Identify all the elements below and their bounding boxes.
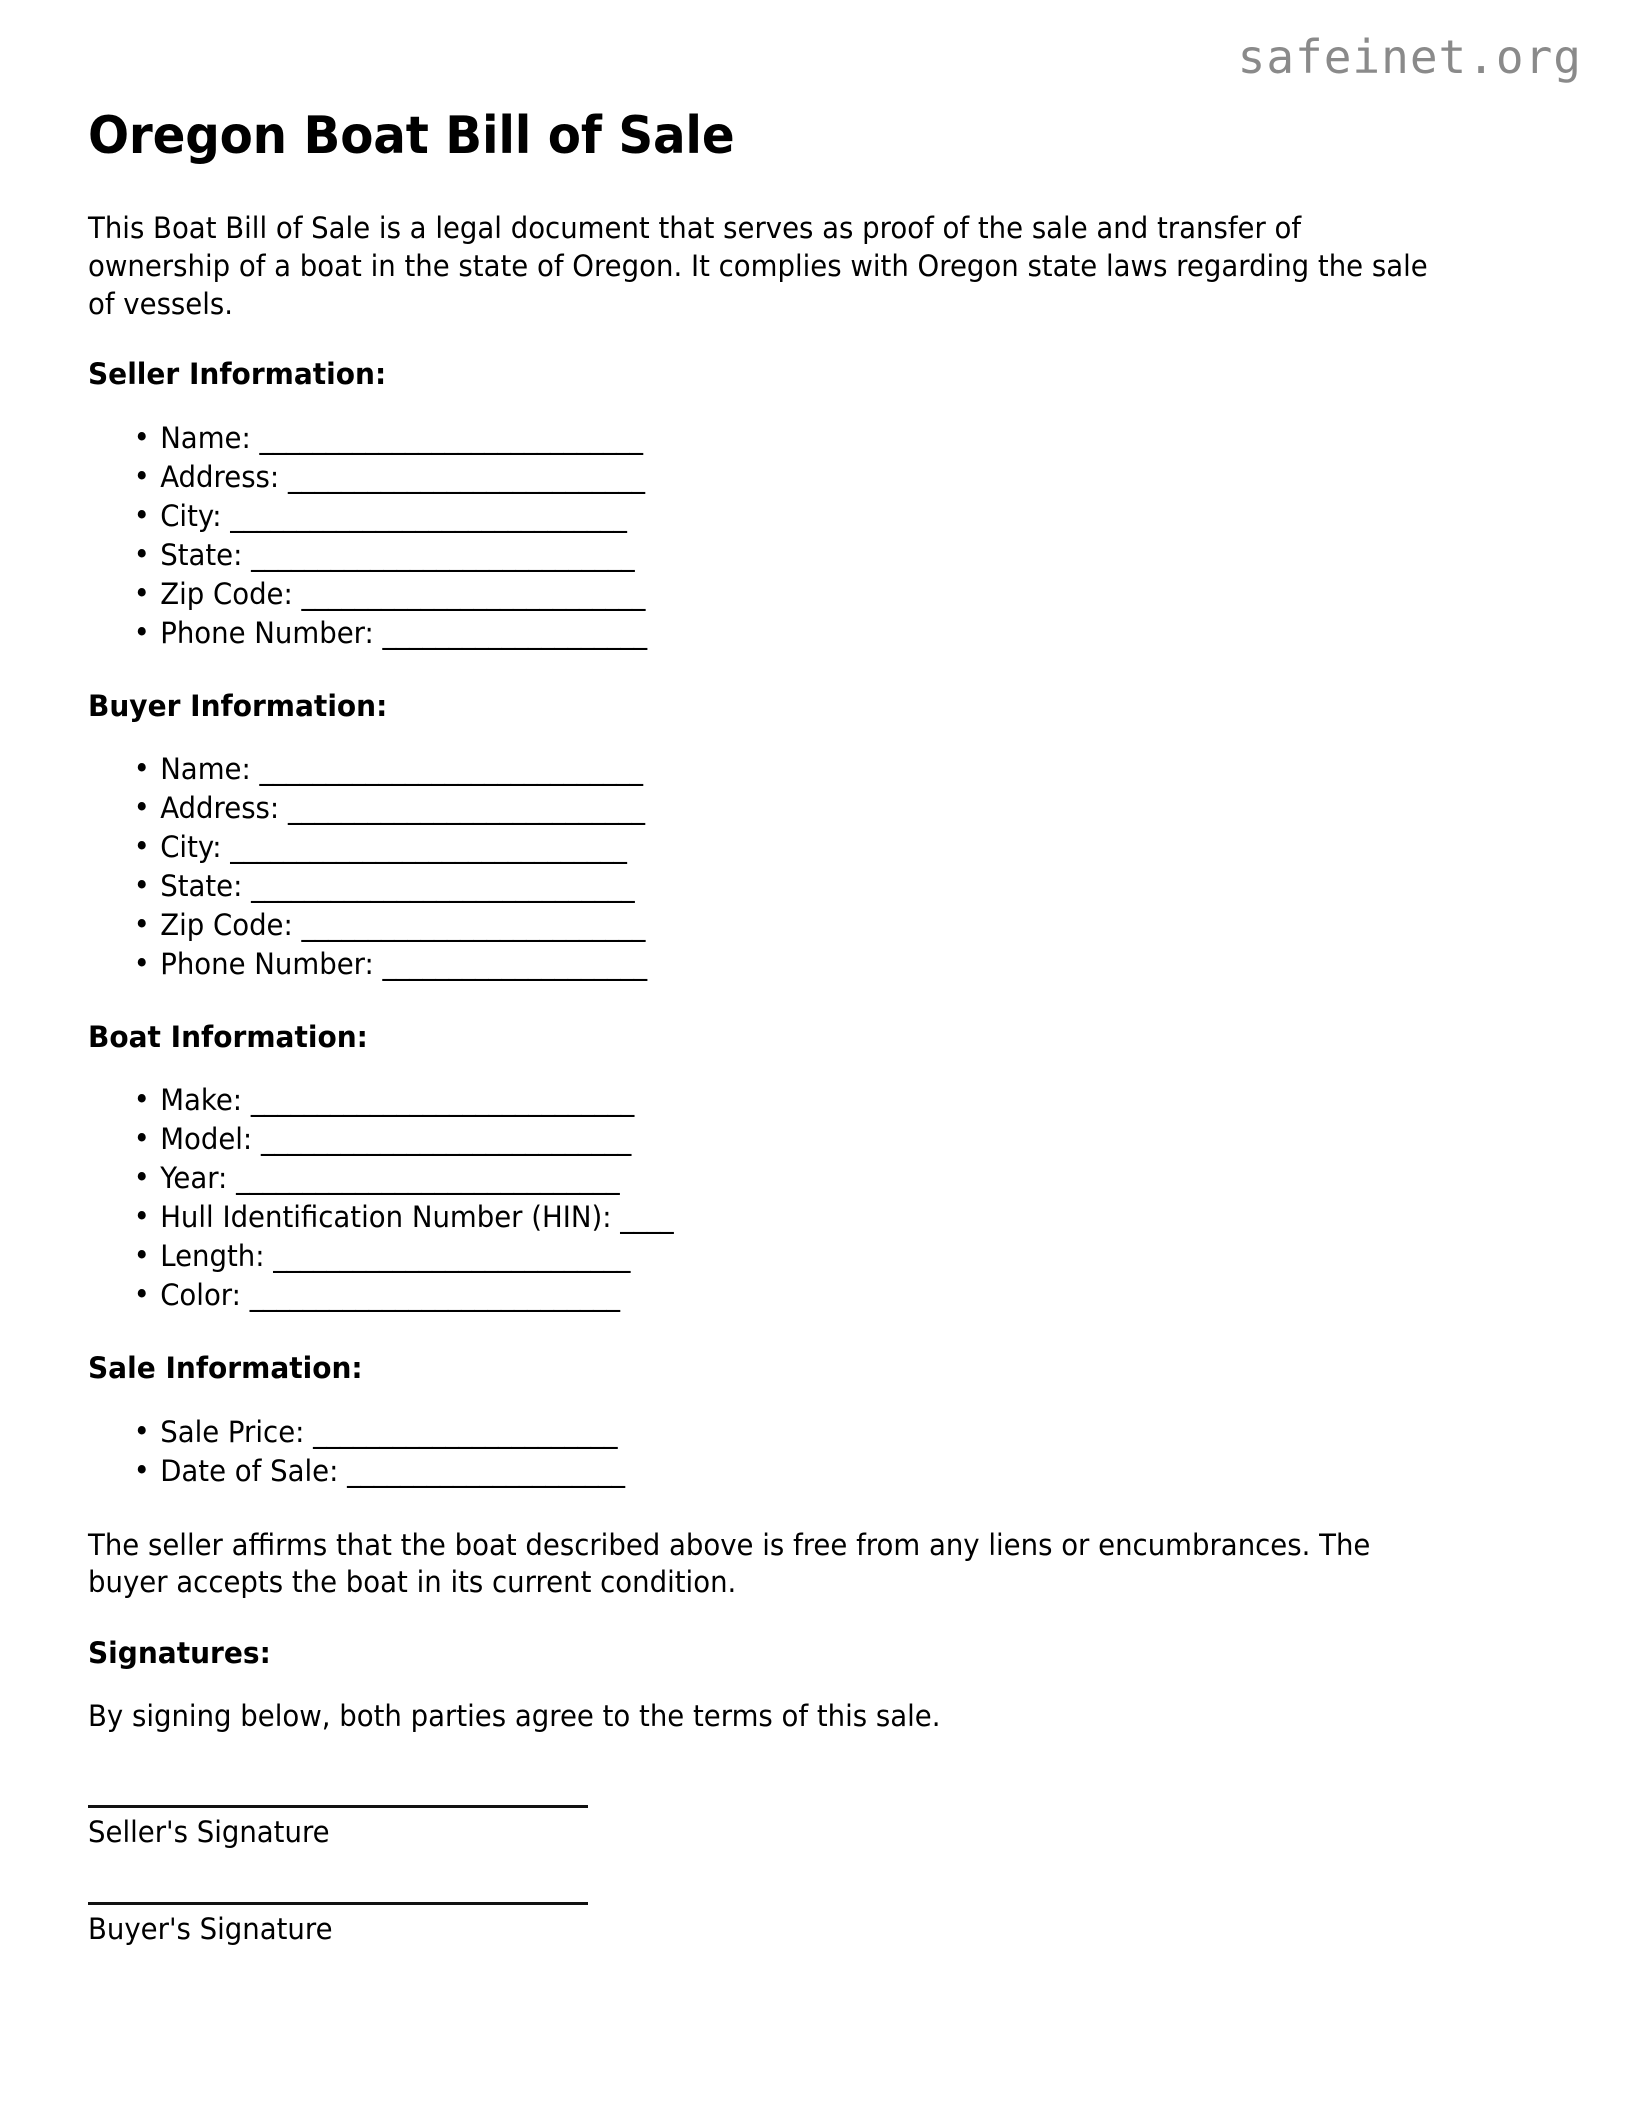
buyer-signature-line[interactable] <box>88 1902 588 1905</box>
field-row-buyer-state <box>88 867 1447 906</box>
section-heading-signatures: Signatures: <box>88 1636 271 1671</box>
field-blank[interactable]: _______________________ <box>313 1414 617 1449</box>
field-blank[interactable]: _____________________________ <box>251 537 635 572</box>
field-row-sale-price <box>88 1413 1447 1452</box>
field-row-seller-state <box>88 536 1447 575</box>
page-title: Oregon Boat Bill of Sale <box>88 106 735 166</box>
field-label: Address: <box>160 459 280 494</box>
field-label: Sale Price: <box>160 1414 305 1449</box>
field-blank[interactable]: ______________________________ <box>230 498 627 533</box>
site-watermark: safeinet.org <box>1237 30 1582 84</box>
field-row-buyer-address <box>88 789 1447 828</box>
field-label: City: <box>160 498 222 533</box>
field-label: Year: <box>160 1161 228 1196</box>
section-heading-seller: Seller Information: <box>88 357 387 392</box>
signing-paragraph: By signing below, both parties agree to the terms of this sale. <box>88 1698 941 1733</box>
field-blank[interactable]: _____________________________ <box>251 869 635 903</box>
field-label: Hull Identification Number (HIN): <box>160 1200 612 1235</box>
sale-field-list <box>88 1413 1518 1491</box>
field-row-buyer-name <box>88 750 1447 789</box>
field-row-boat-hin <box>88 1198 1447 1237</box>
field-label: Length: <box>160 1239 265 1274</box>
field-blank[interactable]: ____________________ <box>382 947 647 981</box>
field-row-boat-year <box>88 1159 1447 1198</box>
field-row-boat-color <box>88 1276 1447 1315</box>
field-blank[interactable]: __________________________ <box>301 908 645 942</box>
signature-block <box>88 1805 1518 1948</box>
field-blank[interactable]: _____________________________ <box>250 1083 634 1118</box>
field-blank[interactable]: _____________________________ <box>259 752 643 786</box>
field-blank[interactable]: ____________________________ <box>249 1278 620 1313</box>
field-blank[interactable]: ____________________________ <box>260 1122 631 1157</box>
field-blank[interactable]: ______________________________ <box>230 830 627 864</box>
seller-field-list <box>88 419 1518 653</box>
buyer-signature-group <box>88 1902 1518 1947</box>
field-row-buyer-phone <box>88 945 1447 984</box>
seller-signature-line[interactable] <box>88 1805 588 1808</box>
field-blank[interactable]: _____________________________ <box>259 420 643 455</box>
field-blank[interactable]: _____________________ <box>347 1453 625 1488</box>
field-row-seller-address <box>88 458 1447 497</box>
field-row-buyer-zip <box>88 906 1447 945</box>
seller-signature-group <box>88 1805 1518 1850</box>
field-label: Name: <box>160 420 251 455</box>
field-blank[interactable]: _____________________________ <box>236 1161 620 1196</box>
section-heading-buyer: Buyer Information: <box>88 688 388 723</box>
field-blank[interactable]: ___________________________ <box>287 459 645 494</box>
field-row-boat-model <box>88 1120 1447 1159</box>
field-row-buyer-city <box>88 828 1447 867</box>
field-label: State: <box>160 537 243 572</box>
field-row-seller-zip <box>88 575 1447 614</box>
affirmation-paragraph: The seller affirms that the boat described above is free from any liens or encumbrances. The buyer accepts the boat in its current condition. <box>88 1527 1371 1600</box>
field-label: Make: <box>160 1083 243 1118</box>
field-label: City: <box>160 830 222 864</box>
field-label: Phone Number: <box>160 615 374 650</box>
field-row-sale-date <box>88 1452 1447 1491</box>
field-row-boat-length <box>88 1237 1447 1276</box>
field-label: State: <box>160 869 243 903</box>
field-row-seller-city <box>88 497 1447 536</box>
boat-field-list <box>88 1081 1518 1315</box>
seller-signature-label: Seller's Signature <box>88 1815 330 1850</box>
field-blank[interactable]: ___________________________ <box>273 1239 630 1274</box>
field-blank[interactable]: ____ <box>620 1200 674 1235</box>
field-blank[interactable]: ___________________________ <box>287 791 645 825</box>
field-row-seller-phone <box>88 614 1447 653</box>
section-heading-sale: Sale Information: <box>88 1351 363 1386</box>
field-label: Zip Code: <box>160 576 293 611</box>
field-row-seller-name <box>88 419 1447 458</box>
document-content <box>88 108 1518 2000</box>
field-label: Name: <box>160 752 251 786</box>
field-row-boat-make <box>88 1081 1447 1120</box>
field-blank[interactable]: __________________________ <box>301 576 645 611</box>
field-label: Zip Code: <box>160 908 293 942</box>
field-label: Date of Sale: <box>160 1453 339 1488</box>
buyer-signature-label: Buyer's Signature <box>88 1912 333 1947</box>
field-label: Color: <box>160 1278 241 1313</box>
field-label: Model: <box>160 1122 253 1157</box>
field-label: Address: <box>160 791 280 825</box>
section-heading-boat: Boat Information: <box>88 1020 368 1054</box>
field-blank[interactable]: ____________________ <box>382 615 647 650</box>
buyer-field-list <box>88 750 1518 984</box>
intro-paragraph: This Boat Bill of Sale is a legal document that serves as proof of the sale and transfer of ownership of a boat in the state of Oregon. It complies with Oregon state laws regarding the sale of vessels. <box>88 211 1428 321</box>
field-label: Phone Number: <box>160 947 374 981</box>
